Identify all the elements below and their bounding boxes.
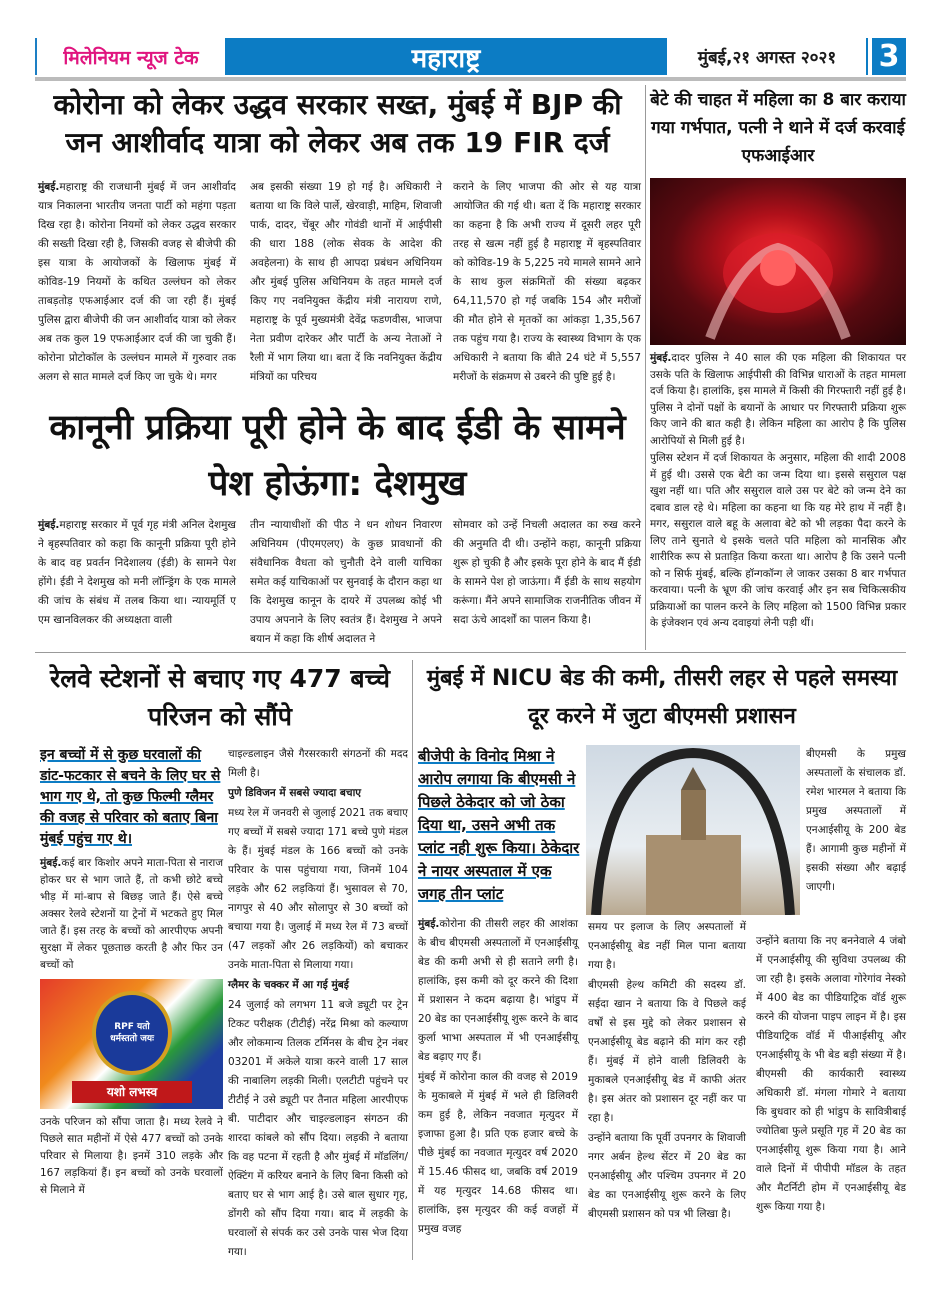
- story5-highlight: बीजेपी के विनोद मिश्रा ने आरोप लगाया कि बीएमसी ने पिछले ठेकेदार को जो ठेका दिया था, उसने अभी तक प्लांट नही शुरू किया। ठेकेदार ने नायर अस्पताल में एक जगह तीन प्लांट: [418, 747, 580, 903]
- story3-photo: [650, 178, 906, 345]
- header-rule: [35, 77, 906, 81]
- story5-col1: [418, 915, 578, 1240]
- dateline: मुंबई.: [38, 181, 60, 193]
- story2-col1-text: महाराष्ट्र सरकार में पूर्व गृह मंत्री अनिल देशमुख ने बृहस्पतिवार को कहा कि कानूनी प्रक्रिया पूरी होने के बाद वह प्रवर्तन निदेशालय (ईडी) के सामने पेश होंगे। ईडी ने देशमुख को मनी लॉन्ड्रिंग के एक मामले की जांच के संबंध में तलब किया था। न्यायमूर्ति ए एम खानविलकर की अध्यक्षता वाली: [38, 519, 236, 626]
- issue-date: मुंबई,२१ अगस्त २०२१: [697, 48, 837, 68]
- story4-subhead-glamour: ग्लैमर के चक्कर में आ गई मुंबई: [228, 979, 349, 991]
- rpf-logo-image: [40, 979, 223, 1109]
- story5-col2-p2: बीएमसी हेल्थ कमिटी की सदस्य डॉ. सईदा खान ने बताया कि वे पिछले कई वर्षों से इस मुद्दे को लेकर प्रशासन से एनआईसीयू बेड बढ़ाने की मांग कर रही हैं। मुंबई में होने वाली डिलिवरी के मुकाबले एनआईसीयू बेड में काफी अंतर है। इस अंतर को प्रशासन दूर नहीं कर पा रहा है।: [588, 979, 746, 1124]
- story4-subhead-pune: पुणे डिविजन में सबसे ज्यादा बचाए: [228, 787, 362, 799]
- story4-col2-p3: 24 जुलाई को लगभग 11 बजे ड्यूटी पर ट्रेन टिकट परीक्षक (टीटीई) नरेंद्र मिश्रा को कल्याण और लोकमान्य तिलक टर्मिनस के बीच ट्रेन नंबर 03201 में अकेले यात्रा करने वाली 17 साल की नाबालिग लड़की मिली। एलटीटी पहुंचने पर टीटीई ने उसे ड्यूटी पर तैनात महिला आरपीएफ बी. पाटीदार और चाइल्डलाइन संगठन की शारदा कांबले को सौंप दिया। लड़की ने बताया कि वह पटना में रहती है और मुंबई में मॉडलिंग/ऐक्टिंग में करियर बनाने के लिए बिना किसी को बताए घर से भाग आई है। उसे बाल सुधार गृह, डोंगरी को सौंप दिया गया। बाद में लड़की के घरवालों से संपर्क कर उसे उनके पास भेज दिया गया।: [228, 999, 408, 1258]
- bmc-building-photo: [586, 745, 800, 915]
- story5-col1-p2: मुंबई में कोरोना काल की वजह से 2019 के मुकाबले में मुंबई में भले ही डिलिवरी कम हुई है, लेकिन नवजात मृत्युदर में इजाफा हुआ है। प्रति एक हजार बच्चे के पीछे मुंबई का नवजात मृत्युदर वर्ष 2020 में 15.46 फीसद था, जबकि वर्ष 2019 में यह मृत्युदर 14.68 फीसद था। हालांकि, इस मृत्युदर की कई वजहों में प्रमुख वजह: [418, 1071, 578, 1235]
- hands-embryo-illustration: [650, 178, 906, 345]
- paper-logo: मिलेनियम न्यूज टेक: [35, 38, 225, 75]
- story4-intro-text: कई बार किशोर अपने माता-पिता से नाराज होकर घर से भाग जाते हैं, तो कभी छोटे बच्चे भीड़ में मां-बाप से बिछड़ जाते हैं। ऐसे बच्चे अक्सर रेलवे स्टेशनों या ट्रेनों में भटकते हुए मिल जाते हैं। इस तरह के बच्चों को आरपीएफ अपनी सुरक्षा में लेकर पूछताछ करती है और फिर उन बच्चों को: [40, 857, 223, 971]
- story2-col3: सोमवार को उन्हें निचली अदालत का रुख करने की अनुमति दी थी। उन्होंने कहा, कानूनी प्रक्रिया शुरू हो चुकी है और इसके पूरा होने के बाद मैं ईडी के सामने पेश हो जाऊंगा। मैं ईडी के साथ सहयोग करूंगा। मैंने अपने सामाजिक राजनीतिक जीवन में सदा ऊंचे आदर्शों का पालन किया है।: [453, 519, 641, 626]
- story5-col2-p1: समय पर इलाज के लिए अस्पतालों में एनआईसीयू बेड नहीं मिल पाना बताया गया है।: [588, 921, 746, 971]
- story4-col2-p2: मध्य रेल में जनवरी से जुलाई 2021 तक बचाए गए बच्चों में सबसे ज्यादा 171 बच्चे पुणे मंडल के हैं। मुंबई मंडल के 166 बच्चों को उनके परिवार के पास पहुंचाया गया, जिनमें 104 लड़के और 62 लड़कियां हैं। भुसावल से 70, नागपुर से 40 और सोलापुर से 30 बच्चों को बचाया गया है। जुलाई में मध्य रेल में 73 बच्चों (47 लड़कों और 26 लड़कियों) को बचाकर उनके माता-पिता से मिलाया गया।: [228, 807, 408, 971]
- page-number: 3: [868, 38, 906, 75]
- story5-col2: [588, 918, 746, 1225]
- story5-col3-top: बीएमसी के प्रमुख अस्पतालों के संचालक डॉ. रमेश भारमल ने बताया कि प्रमुख अस्पतालों में एनआईसीयू के 200 बेड हैं। आगामी कुछ महीनों में इसकी संख्या और बढ़ाई जाएगी।: [806, 748, 906, 893]
- rpf-emblem: RPF यतो धर्मस्ततो जयः: [92, 991, 172, 1075]
- story5-headline: मुंबई में NICU बेड की कमी, तीसरी लहर से पहले समस्या दूर करने में जुटा बीएमसी प्रशासन: [426, 666, 898, 729]
- story4-headline: रेलवे स्टेशनों से बचाए गए 477 बच्चे परिजन को सौंपे: [50, 664, 390, 731]
- story5-col3: उन्होंने बताया कि नए बननेवाले 4 जंबो में एनआईसीयू की सुविधा उपलब्ध की जा रही है। इसके अलावा गोरेगांव नेस्को में 400 बेड का पीडियाट्रिक वॉर्ड शुरू करने की योजना पाइप लाइन में है। इस पीडियाट्रिक वॉर्ड में पीआईसीयू और एनआईसीयू के भी बेड बड़ी संख्या में है। बीएमसी की कार्यकारी स्वास्थ्य अधिकारी डॉ. मंगला गोमारे ने बताया कि बुधवार को ही भांडुप के सावित्रीबाई ज्योतिबा फुले प्रसूति गृह में 20 बेड का एनआईसीयू शुरू किया गया है। आने वाले दिनों में पीपीपी मॉडल के तहत और मैटर्निटी होम में एनआईसीयू बेड शुरू किया गया है।: [756, 935, 906, 1213]
- section-divider: [35, 652, 906, 653]
- column-divider: [645, 85, 646, 650]
- story4-outro: उनके परिजन को सौंपा जाता है। मध्य रेलवे ने पिछले सात महीनों में ऐसे 477 बच्चों को उनके परिवार से मिलाया है। इनमें 310 लड़के और 167 लड़कियां हैं। इन बच्चों को उनके घरवालों से मिलाने में: [40, 1116, 223, 1196]
- story4-left-column: [40, 745, 223, 1199]
- story3-para1: दादर पुलिस ने 40 साल की एक महिला की शिकायत पर उसके पति के खिलाफ आईपीसी की विभिन्न धाराओं के तहत मामला दर्ज किया है। हालांकि, इस मामले में किसी की गिरफ्तारी नहीं हुई है। पुलिस ने दोनों पक्षों के बयानों के आधार पर गिरफ्तारी प्रक्रिया शुरू किए जाने की बात कही है। लेकिन महिला का आरोप है कि पुलिस आरोपियों से मिली हुई है।: [650, 352, 906, 447]
- dateline: मुंबई.: [38, 519, 60, 531]
- story2-col2: तीन न्यायाधीशों की पीठ ने धन शोधन निवारण अधिनियम (पीएमएलए) के कुछ प्रावधानों की संवैधानिक वैधता को चुनौती देने वाली याचिका समेत कई याचिकाओं पर सुनवाई के दौरान कहा था कि देशमुख कानून के दायरे में उपलब्ध कोई भी उपाय अपनाने के लिए स्वतंत्र हैं। देशमुख ने अपने बयान में कहा कि शीर्ष अदालत ने: [250, 519, 442, 645]
- rpf-motto: यशो लभस्व: [72, 1081, 192, 1103]
- section-title: महाराष्ट्र: [225, 38, 667, 75]
- dateline: मुंबई.: [418, 918, 440, 930]
- story1-col1: [38, 178, 236, 387]
- story4-intro: [40, 855, 223, 974]
- dateline: मुंबई.: [650, 352, 672, 364]
- story1-col1-text: महाराष्ट्र की राजधानी मुंबई में जन आशीर्वाद यात्र निकालना भारतीय जनता पार्टी को महंगा पड़ता दिख रहा है। कोरोना नियमों को लेकर उद्धव सरकार की सख्ती दिखा रही है, जिसकी वजह से बीजेपी की इस यात्रा के आयोजकों के खिलाफ मुंबई में कोविड-19 नियमों के कथित उल्लंघन को लेकर ताबड़तोड़ एफआईआर दर्ज की जा रही हैं। मुंबई पुलिस द्वारा बीजेपी की जन आशीर्वाद यात्रा को लेकर अब तक कुल 19 एफआईआर दर्ज की जा चुकी हैं। कोरोना प्रोटोकॉल के उल्लंघन मामले में गुरुवार तक अलग से सात मामले दर्ज किए जा चुके थे। मगर: [38, 181, 236, 383]
- column-divider: [412, 660, 413, 1260]
- bmc-building-illustration: [586, 745, 800, 915]
- story4-highlight: इन बच्चों में से कुछ घरवालों की डांट-फटकार से बचने के लिए घर से भाग गए थे, तो कुछ फिल्मी ग्लैमर की वजह से परिवार को बताए बिना मुंबई पहुंच गए थे।: [40, 747, 221, 847]
- dateline: मुंबई.: [40, 857, 62, 869]
- story5-col2-p3: उन्होंने बताया कि पूर्वी उपनगर के शिवाजी नगर अर्बन हेल्थ सेंटर में 20 बेड का एनआईसीयू और पश्चिम उपनगर में 20 बेड का एनआईसीयू शुरू करने के लिए बीएमसी प्रशासन को पत्र भी लिखा है।: [588, 1132, 746, 1220]
- story1-col3: कराने के लिए भाजपा की ओर से यह यात्रा आयोजित की गई थी। बता दें कि महाराष्ट्र सरकार का कहना है कि अभी राज्य में दूसरी लहर पूरी तरह से खत्म नहीं हुई है महाराष्ट्र में बृहस्पतिवार को कोविड-19 के 5,225 नये मामले सामने आने के साथ कुल संक्रमितों की संख्या बढ़कर 64,11,570 हो गई जबकि 154 और मरीजों की मौत होने से मृतकों का आंकड़ा 1,35,567 तक पहुंच गया है। राज्य के स्वास्थ्य विभाग के एक अधिकारी ने बताया कि बीते 24 घंटे में 5,557 मरीजों के संक्रमण से उबरने की पुष्टि हुई है।: [453, 181, 641, 383]
- story1-col2: अब इसकी संख्या 19 हो गई है। अधिकारी ने बताया था कि विले पार्ले, खेरवाड़ी, माहिम, शिवाजी पार्क, दादर, चेंबूर और गोवंडी थानों में आईपीसी की धारा 188 (लोक सेवक के आदेश की अवहेलना) के साथ ही आपदा प्रबंधन अधिनियम और मुंबई पुलिस अधिनियम के तहत मामले दर्ज किए गए नवनियुक्त केंद्रीय मंत्री नारायण राणे, महाराष्ट्र के पूर्व मुख्यमंत्री देवेंद्र फडणवीस, भाजपा नेता प्रवीण दारेकर और पार्टी के अन्य नेताओं ने रैली में भाग लिया था। बता दें कि नवनियुक्त केंद्रीय मंत्रियों का परिचय: [250, 181, 442, 383]
- story5-col1-p1: कोरोना की तीसरी लहर की आशंका के बीच बीएमसी अस्पतालों में एनआईसीयू बेड की कमी अभी से ही सताने लगी है। हालांकि, इस कमी को दूर करने की दिशा में प्रशासन ने कदम बढ़ाया है। भांडुप में 20 बेड का एनआईसीयू शुरू करने के बाद कुर्ला भाभा अस्पताल में भी एनआईसीयू बेड बढ़ाए गए हैं।: [418, 918, 578, 1063]
- story4-col2-p1: चाइल्डलाइन जैसे गैरसरकारी संगठनों की मदद मिली है।: [228, 748, 408, 779]
- story4-col2: [228, 745, 408, 1263]
- story3-headline: बेटे की चाहत में महिला का 8 बार कराया गया गर्भपात, पत्नी ने थाने में दर्ज करवाई एफआईआर: [650, 90, 906, 166]
- story3-body: [650, 350, 906, 633]
- story2-headline: कानूनी प्रक्रिया पूरी होने के बाद ईडी के सामने पेश होऊंगा: देशमुख: [49, 408, 626, 504]
- story1-headline: कोरोना को लेकर उद्धव सरकार सख्त, मुंबई में BJP की जन आशीर्वाद यात्रा को लेकर अब तक 19 FIR दर्ज: [53, 88, 622, 159]
- story3-para2: पुलिस स्टेशन में दर्ज शिकायत के अनुसार, महिला की शादी 2008 में हुई थी। उससे एक बेटी का जन्म दिया था। इससे ससुराल पक्ष खुश नहीं था। पति और ससुराल वाले उस पर बेटे को जन्म देने का दबाव डाल रहे थे। महिला का कहना था कि यह मेरे हाथ में नहीं है। मगर, ससुराल वाले बहू के अलावा बेटे को भी लड़का पैदा करने के लिए ताने सुनाते थे इसके चलते पति महिला को मानसिक और शारीरिक रूप से प्रताड़ित किया करता था। आरोप है कि उसने पत्नी को न सिर्फ मुंबई, बल्कि हॉन्गकॉन्ग ले जाकर उसका 8 बार गर्भपात करवाया। पत्नी के भ्रूण की जांच करवाई और इन सब चिकित्सकीय प्रक्रियाओं का पालन करने के लिए महिला को 1500 विभिन्न प्रकार के इंजेक्शन एवं अन्य दवाइयां लेनी पड़ी थीं।: [650, 452, 906, 629]
- story2-col1: [38, 516, 236, 630]
